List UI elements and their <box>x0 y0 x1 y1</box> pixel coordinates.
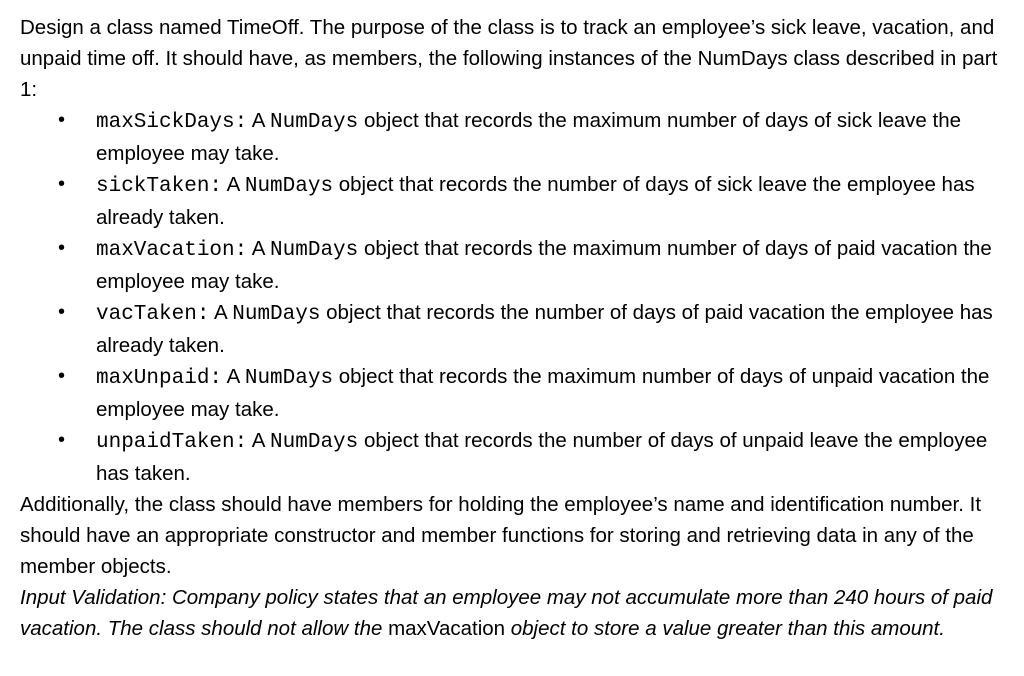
member-name: vacTaken: <box>96 303 210 326</box>
member-description: object that records the maximum number of days of unpaid vacation the employee may take. <box>96 365 990 421</box>
member-article: A <box>247 429 271 452</box>
member-description: object that records the maximum number of days of paid vacation the employee may take. <box>96 237 992 293</box>
bullet-icon: • <box>58 237 66 259</box>
bullet-icon: • <box>58 429 66 451</box>
member-name: unpaidTaken: <box>96 431 248 454</box>
input-validation-paragraph <box>20 582 1010 644</box>
member-name: sickTaken: <box>96 175 223 198</box>
member-description: object that records the maximum number of days of sick leave the employee may take. <box>96 109 962 165</box>
member-name: maxSickDays: <box>96 111 248 134</box>
member-article: A <box>209 301 233 324</box>
validation-term: maxVacation <box>388 617 506 640</box>
validation-tail: object to store a value greater than this amount. <box>505 617 945 640</box>
additional-paragraph: Additionally, the class should have members for holding the employee’s name and identification number. It should have an appropriate constructor and member functions for storing and retrieving data in any of the member objects. <box>20 493 982 578</box>
member-type: NumDays <box>244 367 334 390</box>
bullet-icon: • <box>58 173 66 195</box>
list-item <box>20 233 996 297</box>
member-type: NumDays <box>270 111 359 134</box>
document <box>20 12 1010 644</box>
validation-lead: Input Validation: Company policy states that an employee may not accumulate more than 240 hours of paid vacation. The class should not allow the <box>20 586 993 640</box>
list-item <box>20 425 996 489</box>
member-type: NumDays <box>244 175 334 198</box>
member-type: NumDays <box>232 303 321 326</box>
member-type: NumDays <box>270 431 359 454</box>
bullet-icon: • <box>58 301 66 323</box>
list-item <box>20 297 996 361</box>
member-type: NumDays <box>270 239 359 262</box>
member-article: A <box>247 237 271 260</box>
member-name: maxUnpaid: <box>96 367 223 390</box>
bullet-icon: • <box>58 109 66 131</box>
member-article: A <box>222 365 245 388</box>
member-description: object that records the number of days of unpaid leave the employee has taken. <box>96 429 988 485</box>
list-item <box>20 169 996 233</box>
member-list <box>20 105 1010 489</box>
member-description: object that records the number of days of paid vacation the employee has already taken. <box>96 301 993 357</box>
list-item <box>20 361 996 425</box>
member-article: A <box>247 109 271 132</box>
intro-paragraph: Design a class named TimeOff. The purpose of the class is to track an employee’s sick leave, vacation, and unpaid time off. It should have, as members, the following instances of the NumDays class described in part 1: <box>20 16 998 101</box>
bullet-icon: • <box>58 365 66 387</box>
member-name: maxVacation: <box>96 239 248 262</box>
member-article: A <box>222 173 245 196</box>
member-description: object that records the number of days of sick leave the employee has already taken. <box>96 173 975 229</box>
list-item <box>20 105 996 169</box>
